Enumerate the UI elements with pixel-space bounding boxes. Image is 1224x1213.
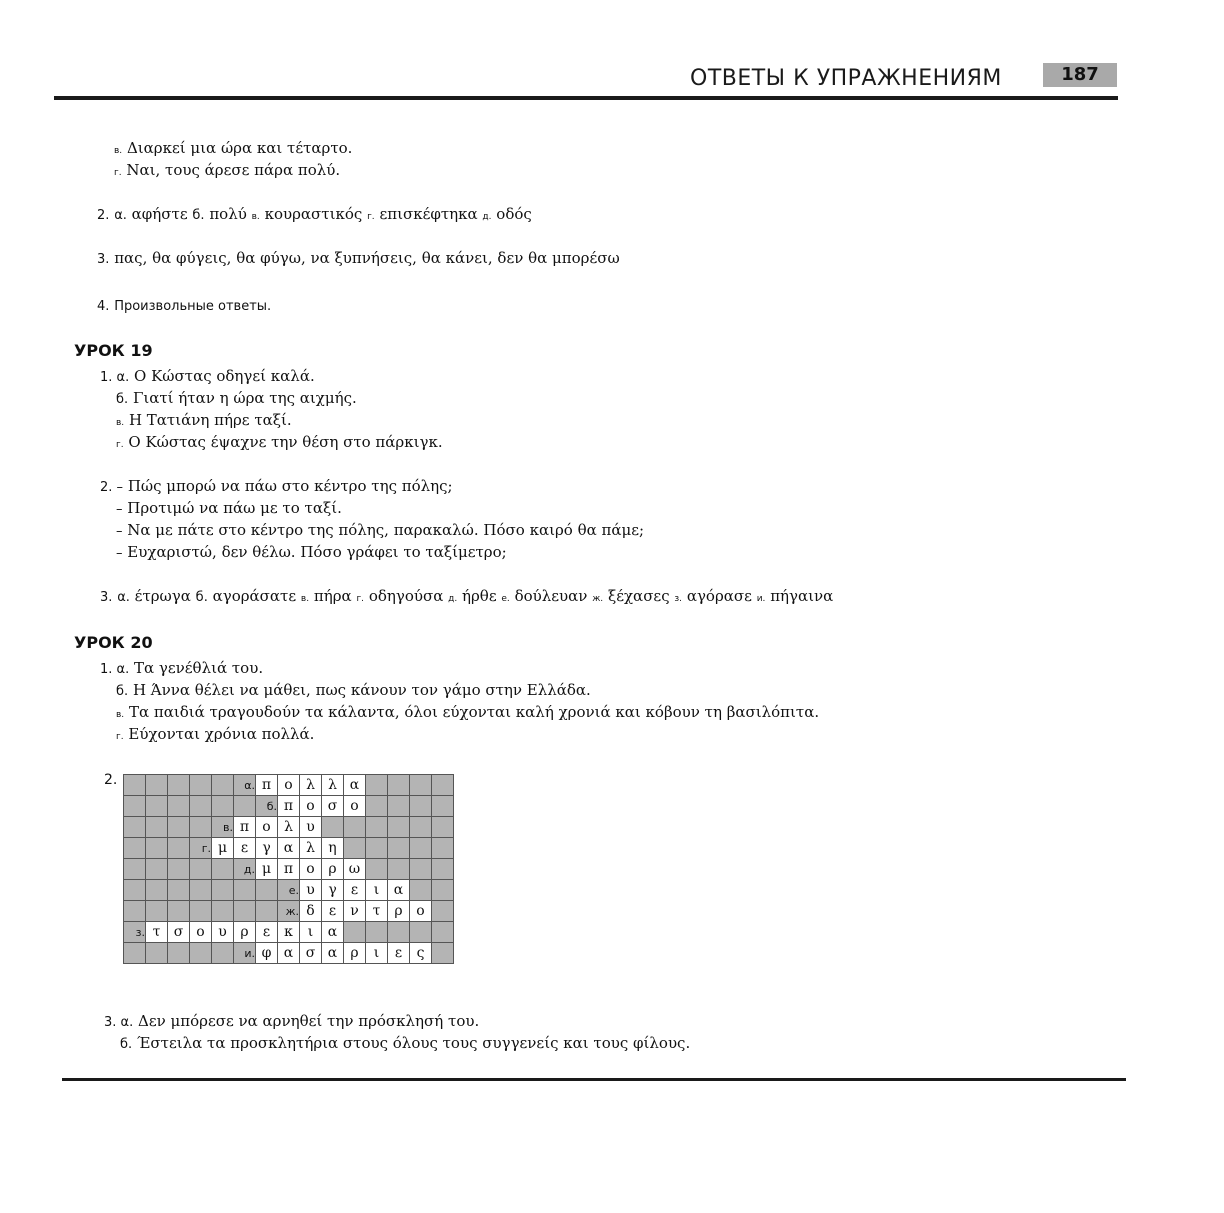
crossword-row — [124, 775, 454, 796]
crossword-clue-marker: в. — [212, 817, 234, 838]
crossword-blank-cell — [168, 817, 190, 838]
crossword-clue-marker: ж. — [278, 901, 300, 922]
crossword-row — [124, 901, 454, 922]
crossword-blank-cell — [146, 901, 168, 922]
crossword-blank-cell — [190, 901, 212, 922]
crossword-blank-cell — [366, 775, 388, 796]
crossword-letter-cell: η — [322, 838, 344, 859]
crossword-blank-cell — [212, 775, 234, 796]
crossword-blank-cell — [432, 859, 454, 880]
crossword-letter-cell: ν — [344, 901, 366, 922]
crossword-clue-marker: и. — [234, 943, 256, 964]
crossword-grid — [123, 774, 454, 964]
l20-ex1-line-v: в. Τα παιδιά τραγουδούν τα κάλαντα, όλοι εύχονται καλή χρονιά και κόβουν τη βασιλόπιτα. — [116, 703, 820, 721]
crossword-blank-cell — [388, 775, 410, 796]
crossword-letter-cell: δ — [300, 901, 322, 922]
crossword-blank-cell — [168, 901, 190, 922]
crossword-letter-cell: λ — [300, 775, 322, 796]
crossword-blank-cell — [234, 880, 256, 901]
crossword-blank-cell — [344, 838, 366, 859]
footer-rule — [62, 1078, 1126, 1081]
crossword-letter-cell: α — [344, 775, 366, 796]
crossword-blank-cell — [432, 880, 454, 901]
crossword-blank-cell — [234, 901, 256, 922]
crossword-blank-cell — [146, 796, 168, 817]
answer-line-v: в. Διαρκεί μια ώρα και τέταρτο. — [114, 139, 353, 157]
lesson-20-heading: УРОК 20 — [74, 633, 153, 652]
l19-ex2-line-3: – Να με πάτε στο κέντρο της πόλης, παρακαλώ. Πόσο καιρό θα πάμε; — [116, 521, 645, 539]
crossword-letter-cell: ε — [322, 901, 344, 922]
exercise-4-answers: 4. Произвольные ответы. — [97, 299, 272, 314]
crossword-letter-cell: γ — [322, 880, 344, 901]
crossword-row — [124, 880, 454, 901]
crossword-letter-cell: ρ — [322, 859, 344, 880]
crossword-letter-cell: ε — [388, 943, 410, 964]
crossword-blank-cell — [432, 838, 454, 859]
crossword-letter-cell: ο — [278, 775, 300, 796]
crossword-blank-cell — [146, 859, 168, 880]
crossword-blank-cell — [124, 901, 146, 922]
page-number: 187 — [1043, 63, 1117, 87]
crossword-letter-cell: γ — [256, 838, 278, 859]
crossword-number: 2. — [104, 772, 118, 788]
crossword-blank-cell — [168, 838, 190, 859]
crossword-letter-cell: ο — [300, 859, 322, 880]
crossword-blank-cell — [146, 775, 168, 796]
crossword-blank-cell — [168, 943, 190, 964]
crossword-letter-cell: α — [278, 943, 300, 964]
crossword-blank-cell — [124, 817, 146, 838]
crossword-letter-cell: υ — [212, 922, 234, 943]
crossword-blank-cell — [432, 775, 454, 796]
crossword-letter-cell: α — [388, 880, 410, 901]
l19-ex3-answers: 3. α. έτρωγα б. αγοράσατε в. πήρα г. οδηγούσα д. ήρθε е. δούλευαν ж. ξέχασες з. αγόρασε и. πήγαινα — [100, 587, 834, 605]
crossword-blank-cell — [212, 901, 234, 922]
crossword-letter-cell: λ — [300, 838, 322, 859]
crossword-blank-cell — [410, 838, 432, 859]
crossword-blank-cell — [212, 880, 234, 901]
crossword-blank-cell — [432, 922, 454, 943]
crossword-blank-cell — [410, 859, 432, 880]
crossword-blank-cell — [124, 838, 146, 859]
crossword-letter-cell: σ — [300, 943, 322, 964]
l20-ex1-line-a: 1. α. Τα γενέθλιά του. — [100, 659, 264, 677]
crossword-blank-cell — [190, 859, 212, 880]
crossword-clue-marker: α. — [234, 775, 256, 796]
crossword-row — [124, 943, 454, 964]
l19-ex1-line-a: 1. α. Ο Κώστας οδηγεί καλά. — [100, 367, 315, 385]
l19-ex2-line-4: – Ευχαριστώ, δεν θέλω. Πόσο γράφει το ταξίμετρο; — [116, 543, 507, 561]
crossword-clue-marker: б. — [256, 796, 278, 817]
crossword-blank-cell — [388, 796, 410, 817]
crossword-blank-cell — [410, 817, 432, 838]
crossword-letter-cell: μ — [256, 859, 278, 880]
crossword-blank-cell — [256, 901, 278, 922]
l20-ex3-line-b: б. Έστειλα τα προσκλητήρια στους όλους τους συγγενείς και τους φίλους. — [120, 1034, 691, 1052]
crossword-blank-cell — [212, 943, 234, 964]
crossword-blank-cell — [410, 880, 432, 901]
crossword-clue-marker: з. — [124, 922, 146, 943]
answer-line-g: г. Ναι, τους άρεσε πάρα πολύ. — [114, 161, 341, 179]
crossword-blank-cell — [168, 796, 190, 817]
crossword-blank-cell — [388, 859, 410, 880]
crossword-blank-cell — [124, 796, 146, 817]
crossword-blank-cell — [388, 838, 410, 859]
crossword-blank-cell — [410, 775, 432, 796]
crossword-blank-cell — [168, 859, 190, 880]
crossword-blank-cell — [432, 796, 454, 817]
l19-ex2-line-2: – Προτιμώ να πάω με το ταξί. — [116, 499, 342, 517]
crossword-blank-cell — [366, 796, 388, 817]
crossword-clue-marker: д. — [234, 859, 256, 880]
crossword-blank-cell — [168, 880, 190, 901]
crossword-row — [124, 838, 454, 859]
crossword-blank-cell — [322, 817, 344, 838]
crossword-letter-cell: ρ — [234, 922, 256, 943]
crossword-letter-cell: α — [322, 943, 344, 964]
crossword-letter-cell: τ — [366, 901, 388, 922]
crossword-clue-marker: г. — [190, 838, 212, 859]
crossword-letter-cell: λ — [322, 775, 344, 796]
crossword-row — [124, 859, 454, 880]
running-header-title: ОТВЕТЫ К УПРАЖНЕНИЯМ — [690, 66, 1002, 91]
crossword-blank-cell — [190, 796, 212, 817]
crossword-blank-cell — [190, 817, 212, 838]
crossword-letter-cell: ο — [410, 901, 432, 922]
crossword-letter-cell: υ — [300, 817, 322, 838]
crossword-letter-cell: ο — [190, 922, 212, 943]
crossword-blank-cell — [366, 838, 388, 859]
crossword-blank-cell — [212, 859, 234, 880]
crossword-letter-cell: ι — [366, 943, 388, 964]
crossword-letter-cell: υ — [300, 880, 322, 901]
crossword-letter-cell: σ — [168, 922, 190, 943]
crossword-letter-cell: ο — [344, 796, 366, 817]
crossword-letter-cell: ω — [344, 859, 366, 880]
crossword-row — [124, 922, 454, 943]
crossword-blank-cell — [124, 859, 146, 880]
crossword-letter-cell: ο — [256, 817, 278, 838]
exercise-3-answers: 3. πας, θα φύγεις, θα φύγω, να ξυπνήσεις, θα κάνει, δεν θα μπορέσω — [97, 249, 620, 267]
crossword-blank-cell — [124, 943, 146, 964]
l20-ex1-line-g: г. Εύχονται χρόνια πολλά. — [116, 725, 315, 743]
crossword-blank-cell — [146, 943, 168, 964]
crossword-letter-cell: π — [278, 859, 300, 880]
crossword-blank-cell — [432, 901, 454, 922]
crossword-blank-cell — [366, 859, 388, 880]
crossword-letter-cell: π — [278, 796, 300, 817]
crossword-letter-cell: φ — [256, 943, 278, 964]
crossword-blank-cell — [366, 817, 388, 838]
crossword-blank-cell — [146, 880, 168, 901]
crossword-row — [124, 817, 454, 838]
crossword-letter-cell: ε — [234, 838, 256, 859]
lesson-19-heading: УРОК 19 — [74, 341, 153, 360]
crossword-blank-cell — [190, 943, 212, 964]
exercise-2-answers: 2. α. αφήστε б. πολύ в. κουραστικός г. επισκέφτηκα д. οδός — [97, 205, 532, 223]
l19-ex1-line-g: г. Ο Κώστας έψαχνε την θέση στο πάρκιγκ. — [116, 433, 443, 451]
crossword-blank-cell — [344, 817, 366, 838]
crossword-blank-cell — [234, 796, 256, 817]
header-rule — [54, 96, 1118, 100]
crossword-letter-cell: ι — [300, 922, 322, 943]
crossword-letter-cell: α — [322, 922, 344, 943]
crossword-letter-cell: ς — [410, 943, 432, 964]
crossword-blank-cell — [212, 796, 234, 817]
crossword-blank-cell — [344, 922, 366, 943]
crossword-blank-cell — [146, 817, 168, 838]
crossword-blank-cell — [256, 880, 278, 901]
crossword-letter-cell: ι — [366, 880, 388, 901]
crossword-blank-cell — [432, 817, 454, 838]
crossword-blank-cell — [388, 922, 410, 943]
crossword-blank-cell — [388, 817, 410, 838]
crossword-blank-cell — [410, 796, 432, 817]
crossword-blank-cell — [190, 880, 212, 901]
crossword-blank-cell — [432, 943, 454, 964]
crossword-blank-cell — [168, 775, 190, 796]
crossword-letter-cell: τ — [146, 922, 168, 943]
crossword-letter-cell: ρ — [344, 943, 366, 964]
l20-ex1-line-b: б. Η Άννα θέλει να μάθει, πως κάνουν τον γάμο στην Ελλάδα. — [116, 681, 591, 699]
crossword-letter-cell: ρ — [388, 901, 410, 922]
crossword-letter-cell: α — [278, 838, 300, 859]
crossword-row — [124, 796, 454, 817]
crossword-letter-cell: ο — [300, 796, 322, 817]
crossword-blank-cell — [124, 775, 146, 796]
crossword-blank-cell — [146, 838, 168, 859]
crossword-blank-cell — [124, 880, 146, 901]
crossword-letter-cell: π — [234, 817, 256, 838]
crossword-blank-cell — [190, 775, 212, 796]
crossword-blank-cell — [366, 922, 388, 943]
crossword-blank-cell — [410, 922, 432, 943]
crossword-letter-cell: λ — [278, 817, 300, 838]
crossword-letter-cell: κ — [278, 922, 300, 943]
crossword-letter-cell: ε — [256, 922, 278, 943]
crossword-clue-marker: е. — [278, 880, 300, 901]
crossword-letter-cell: π — [256, 775, 278, 796]
crossword-letter-cell: σ — [322, 796, 344, 817]
l19-ex1-line-b: б. Γιατί ήταν η ώρα της αιχμής. — [116, 389, 357, 407]
crossword-letter-cell: ε — [344, 880, 366, 901]
l19-ex2-line-1: 2. – Πώς μπορώ να πάω στο κέντρο της πόλης; — [100, 477, 453, 495]
l19-ex1-line-v: в. Η Τατιάνη πήρε ταξί. — [116, 411, 292, 429]
l20-ex3-line-a: 3. α. Δεν μπόρεσε να αρνηθεί την πρόσκλησή του. — [104, 1012, 480, 1030]
crossword-letter-cell: μ — [212, 838, 234, 859]
